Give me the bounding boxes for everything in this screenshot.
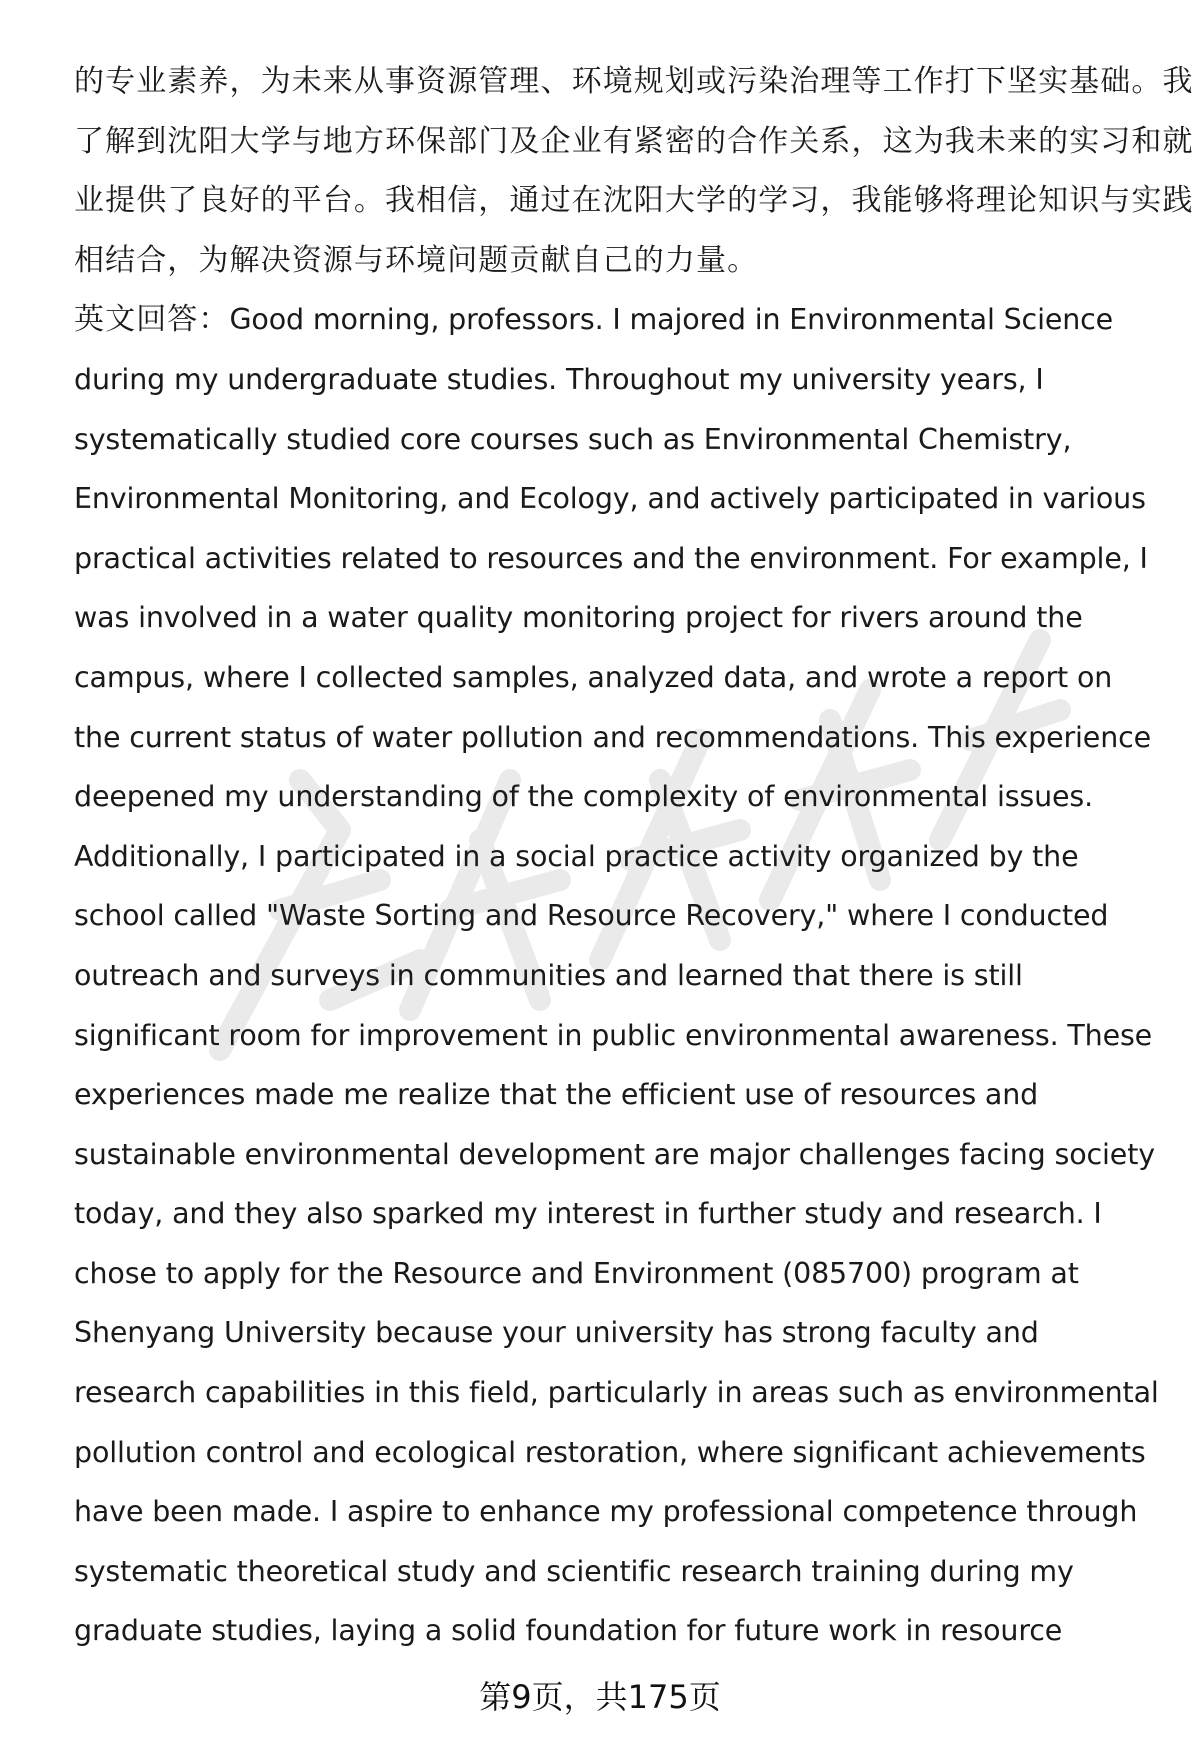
body-line: the current status of water pollution and recommendations. This experience [74, 720, 1152, 754]
body-line: graduate studies, laying a solid foundation for future work in resource [74, 1614, 1063, 1648]
body-line: during my undergraduate studies. Throughout my university years, I [74, 362, 1044, 396]
body-line: today, and they also sparked my interest in further study and research. I [74, 1197, 1102, 1231]
body-line: pollution control and ecological restoration, where significant achievements [74, 1435, 1146, 1469]
body-line: campus, where I collected samples, analyzed data, and wrote a report on [74, 660, 1113, 694]
body-line: outreach and surveys in communities and learned that there is still [74, 958, 1023, 992]
body-line: have been made. I aspire to enhance my professional competence through [74, 1495, 1138, 1529]
body-line: deepened my understanding of the complexity of environmental issues. [74, 780, 1094, 814]
page-number-indicator: 第9页，共175页 [479, 1678, 721, 1716]
body-line: practical activities related to resources and the environment. For example, I [74, 541, 1148, 575]
body-line: systematic theoretical study and scientific research training during my [74, 1554, 1074, 1588]
body-line: Additionally, I participated in a social practice activity organized by the [74, 839, 1079, 873]
body-line: was involved in a water quality monitoring project for rivers around the [74, 601, 1083, 635]
body-line: chose to apply for the Resource and Environment (085700) program at [74, 1256, 1079, 1290]
english-answer-opening: Good morning, professors. I majored in Environmental Science [229, 303, 1114, 337]
body-line: 的专业素养，为未来从事资源管理、环境规划或污染治理等工作打下坚实基础。我 [74, 64, 1194, 99]
body-line: Shenyang University because your university has strong faculty and [74, 1316, 1039, 1350]
body-line: significant room for improvement in public environmental awareness. These [74, 1018, 1153, 1052]
body-line: 相结合，为解决资源与环境问题贡献自己的力量。 [74, 242, 759, 278]
body-line: Environmental Monitoring, and Ecology, and actively participated in various [74, 482, 1146, 516]
body-line: 业提供了良好的平台。我相信，通过在沈阳大学的学习，我能够将理论知识与实践 [74, 183, 1194, 219]
body-line: experiences made me realize that the efficient use of resources and [74, 1078, 1039, 1112]
english-answer-label: 英文回答： [74, 302, 230, 338]
body-line: systematically studied core courses such as Environmental Chemistry, [74, 422, 1072, 456]
body-line: 了解到沈阳大学与地方环保部门及企业有紧密的合作关系，这为我未来的实习和就 [74, 123, 1194, 159]
body-line: school called "Waste Sorting and Resource Recovery," where I conducted [74, 899, 1109, 933]
body-line: sustainable environmental development are major challenges facing society [74, 1137, 1155, 1171]
document-body [74, 52, 1194, 1661]
body-line: research capabilities in this field, particularly in areas such as environmental [74, 1376, 1159, 1410]
english-answer-first-line [74, 290, 1164, 350]
